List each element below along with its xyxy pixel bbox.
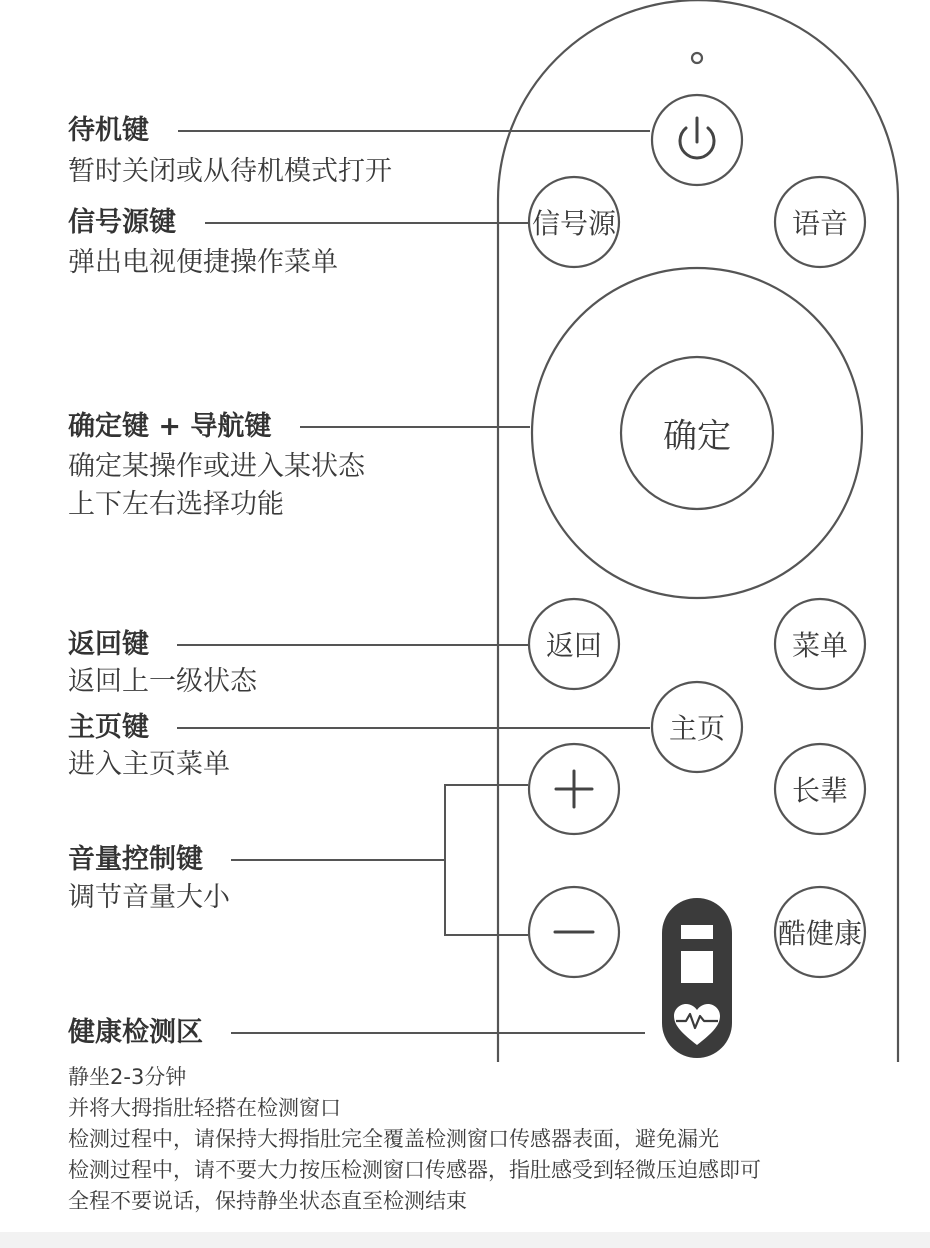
callout-title-health: 健康检测区 <box>68 1017 203 1048</box>
note-line-3: 检测过程中，请保持大拇指肚完全覆盖检测窗口传感器表面，避免漏光 <box>68 1127 719 1151</box>
callout-desc-power: 暂时关闭或从待机模式打开 <box>68 156 392 187</box>
volume-bracket <box>445 785 528 935</box>
ok-label: 确定 <box>663 416 731 457</box>
home-label: 主页 <box>668 712 726 745</box>
signal-source-label: 信号源 <box>531 207 617 240</box>
ir-indicator <box>692 53 702 63</box>
note-line-2: 并将大拇指肚轻搭在检测窗口 <box>68 1096 341 1120</box>
callout-title-home: 主页键 <box>68 712 149 743</box>
health-label: 酷健康 <box>777 917 863 950</box>
callout-title-power: 待机键 <box>68 115 149 146</box>
back-label: 返回 <box>545 629 603 662</box>
elder-label: 长辈 <box>791 774 849 807</box>
callout-title-back: 返回键 <box>68 629 149 660</box>
menu-label: 菜单 <box>791 629 849 662</box>
footer-bar <box>0 1232 930 1248</box>
note-line-1: 静坐2-3分钟 <box>68 1065 187 1089</box>
callout-desc-ok-nav-1: 确定某操作或进入某状态 <box>68 451 365 482</box>
callout-desc-home: 进入主页菜单 <box>68 749 230 780</box>
voice-label: 语音 <box>791 207 849 240</box>
callout-title-signal-source: 信号源键 <box>68 207 176 238</box>
note-line-5: 全程不要说话，保持静坐状态直至检测结束 <box>68 1189 467 1213</box>
callout-title-ok-nav: 确定键 + 导航键 <box>68 411 272 442</box>
callout-desc-signal-source: 弹出电视便捷操作菜单 <box>68 247 338 278</box>
health-sensor-window <box>662 898 732 1058</box>
callout-desc-back: 返回上一级状态 <box>68 666 257 697</box>
callout-desc-volume: 调节音量大小 <box>68 882 230 913</box>
callout-desc-ok-nav-2: 上下左右选择功能 <box>68 489 284 520</box>
note-line-4: 检测过程中，请不要大力按压检测窗口传感器，指肚感受到轻微压迫感即可 <box>68 1158 761 1182</box>
plus-icon <box>556 771 592 807</box>
power-icon <box>680 118 714 158</box>
callout-title-volume: 音量控制键 <box>68 844 203 875</box>
